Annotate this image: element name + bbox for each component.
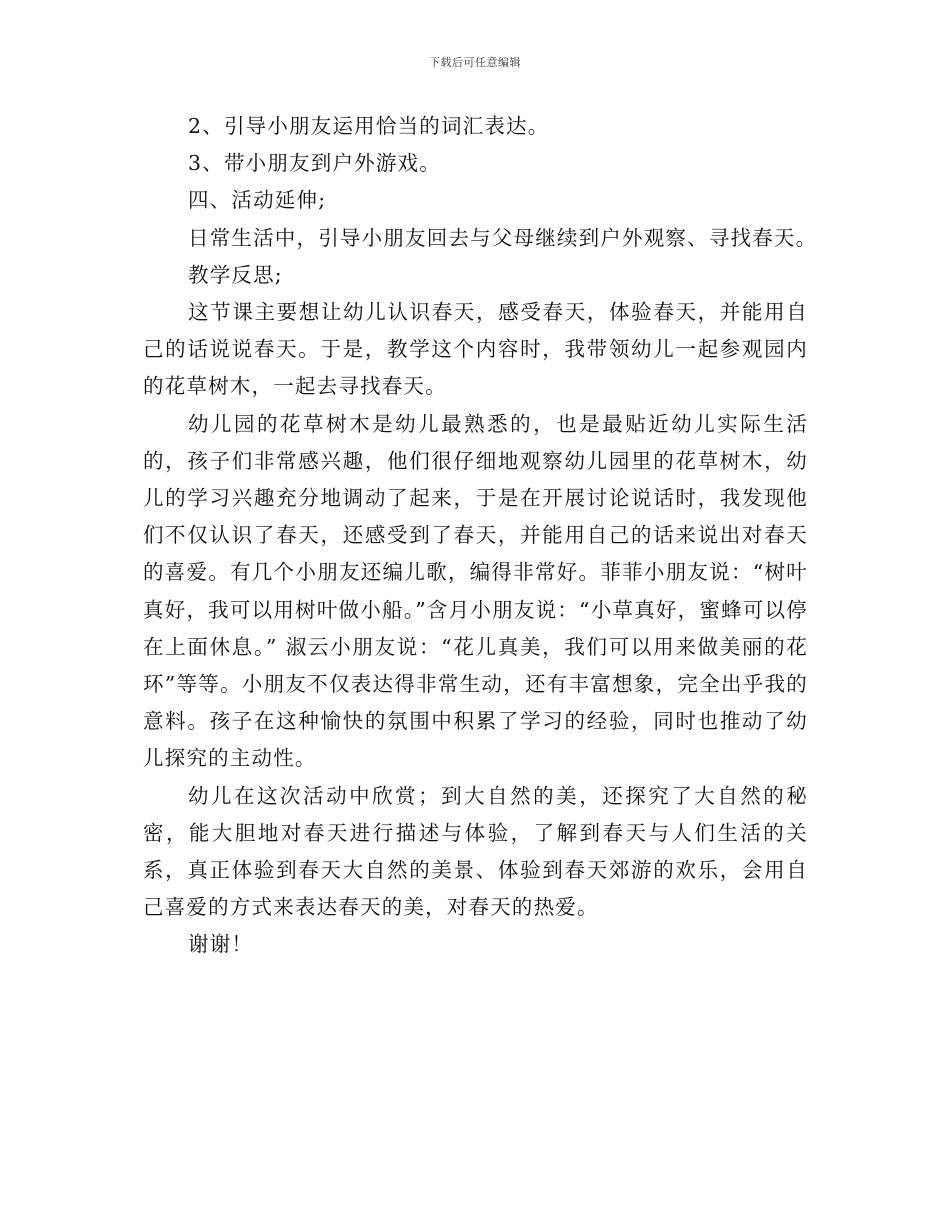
reflection-paragraph-2: 幼儿园的花草树木是幼儿最熟悉的，也是最贴近幼儿实际生活的，孩子们非常感兴趣，他们很仔细地观察幼儿园里的花草树木，幼儿的学习兴趣充分地调动了起来，于是在开展讨论说话时，我发现他们不仅认识了春天，还感受到了春天，并能用自己的话来说出对春天的喜爱。有几个小朋友还编儿歌，编得非常好。菲菲小朋友说：“树叶真好，我可以用树叶做小船。”含月小朋友说：“小草真好，蜜蜂可以停在上面休息。” 淑云小朋友说：“花儿真美，我们可以用来做美丽的花环”等等。小朋友不仅表达得非常生动，还有丰富想象，完全出乎我的意料。孩子在这种愉快的氛围中积累了学习的经验，同时也推动了幼儿探究的主动性。 xyxy=(143,411,808,771)
document-body xyxy=(143,108,818,964)
list-item-guide-vocabulary: 2、引导小朋友运用恰当的词汇表达。 xyxy=(188,114,550,138)
section-heading-extension: 四、活动延伸; xyxy=(188,188,327,213)
extension-text: 日常生活中，引导小朋友回去与父母继续到户外观察、寻找春天。 xyxy=(188,225,818,250)
section-heading-reflection: 教学反思; xyxy=(188,262,283,287)
closing-thanks: 谢谢！ xyxy=(188,932,254,957)
reflection-paragraph-3: 幼儿在这次活动中欣赏；到大自然的美，还探究了大自然的秘密，能大胆地对春天进行描述与体验，了解到春天与人们生活的关系，真正体验到春天大自然的美景、体验到春天郊游的欢乐，会用自己喜爱的方式来表达春天的美，对春天的热爱。 xyxy=(143,783,808,920)
page-header: 下载后可任意编辑 xyxy=(429,56,521,69)
list-item-outdoor-games: 3、带小朋友到户外游戏。 xyxy=(188,151,441,176)
reflection-paragraph-1: 这节课主要想让幼儿认识春天，感受春天，体验春天，并能用自己的话说说春天。于是，教学这个内容时，我带领幼儿一起参观园内的花草树木，一起去寻找春天。 xyxy=(143,300,808,399)
